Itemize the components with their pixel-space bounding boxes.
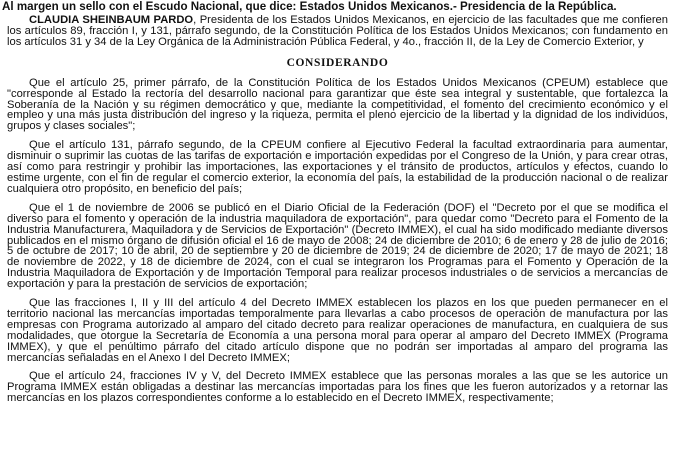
section-title: CONSIDERANDO [286,56,389,69]
considerando-paragraph-3: Que el 1 de noviembre de 2006 se publicó en el Diario Oficial de la Federación (DOF) el "Decreto por el que se modifica el diverso para el fomento y operación de la industria maquiladora de exportación", para quedar como "Decreto para el Fomento de la Industria Manufacturera, Maquiladora y de Servicios de Exportación" (Decreto IMMEX), el cual ha sido modificado mediante diversos publicados en el mismo órgano de difusión oficial el 16 de mayo de 2008; 24 de diciembre de 2010; 6 de enero y 28 de julio de 2016; 5 de octubre de 2017; 10 de abril, 20 de septiembre y 20 de diciembre de 2019; 24 de diciembre de 2020; 17 de mayo de 2021; 18 de noviembre de 2022, y 18 de diciembre de 2024, con el cual se integraron los Programas para el Fomento y Operación de la Industria Maquiladora de Exportación y de Importación Temporal para realizar procesos industriales o de servicios a mercancías de exportación y para la prestación de servicios de exportación; [7,201,668,291]
intro-text: , Presidenta de los Estados Unidos Mexicanos, en ejercicio de las facultades que me confieren los artículos 89, fracción I, y 131, párrafo segundo, de la Constitución Política de los Estados Unidos Mexicanos; con fundamento en los artículos 31 y 34 de la Ley Orgánica de la Administración Pública Federal, y 4o., fracción II, de la Ley de Comercio Exterior, y [7,14,668,48]
considerando-paragraph-1: Que el artículo 25, primer párrafo, de la Constitución Política de los Estados Unidos Mexicanos (CPEUM) establece que "corresponde al Estado la rectoría del desarrollo nacional para garantizar que éste sea integral y sustentable, que fortalezca la Soberanía de la Nación y su régimen democrático y que, mediante la competitividad, el fomento del crecimiento económico y el empleo y una más justa distribución del ingreso y la riqueza, permita el pleno ejercicio de la libertad y la dignidad de los individuos, grupos y clases sociales"; [7,76,668,133]
intro-paragraph [7,15,668,48]
considerando-paragraph-5: Que el artículo 24, fracciones IV y V, del Decreto IMMEX establece que las personas morales a las que se les autorice un Programa IMMEX están obligadas a destinar las mercancías importadas para los fines que les fueron autorizados y a retornar las mercancías en los plazos correspondientes conforme a lo establecido en el Decreto IMMEX, respectivamente; [7,370,668,405]
considerando-paragraph-4: Que las fracciones I, II y III del artículo 4 del Decreto IMMEX establecen los plazos en los que pueden permanecer en el territorio nacional las mercancías importadas temporalmente para llevarlas a cabo procesos de operación de manufactura por las empresas con Programa autorizado al amparo del citado decreto para realizar operaciones de manufactura, en cualquiera de sus modalidades, que otorgue la Secretaría de Economía a una persona moral para operar al amparo del Decreto IMMEX (Programa IMMEX), y que el penúltimo párrafo del citado artículo dispone que no podrán ser importadas al amparo del programa las mercancías señaladas en el Anexo I del Decreto IMMEX; [7,297,668,364]
considerando-paragraph-2: Que el artículo 131, párrafo segundo, de la CPEUM confiere al Ejecutivo Federal la facultad extraordinaria para aumentar, disminuir o suprimir las cuotas de las tarifas de exportación e importación expedidas por el Congreso de la Unión, y para crear otras, así como para restringir y prohibir las importaciones, las exportaciones y el tránsito de productos, artículos y efectos, cuando lo estime urgente, con el fin de regular el comercio exterior, la economía del país, la estabilidad de la producción nacional o de realizar cualquiera otro propósito, en beneficio del país; [7,139,668,195]
president-name: CLAUDIA SHEINBAUM PARDO [29,14,194,26]
margin-note: Al margen un sello con el Escudo Nacional, que dice: Estados Unidos Mexicanos.- Presidencia de la República. [2,0,617,13]
